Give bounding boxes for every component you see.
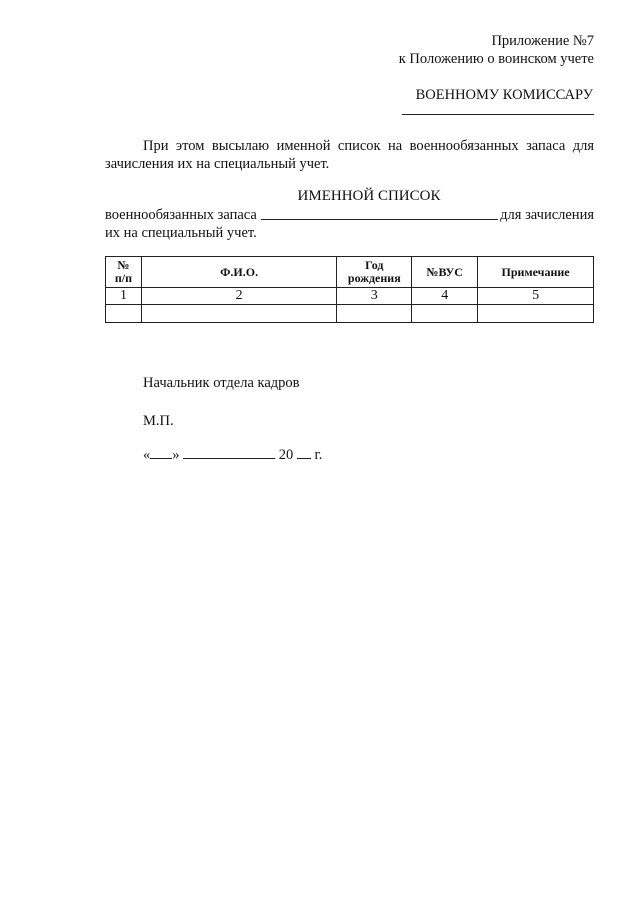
header-num-line2: п/п <box>114 271 133 285</box>
empty-cell <box>106 305 142 323</box>
roster-table <box>105 256 594 323</box>
date-line <box>143 446 322 464</box>
stamp-placeholder: М.П. <box>143 413 174 429</box>
header-fio: Ф.И.О. <box>141 257 336 288</box>
addressee-blank-line <box>402 114 594 115</box>
index-cell: 2 <box>141 288 336 305</box>
header-year-line2: рождения <box>347 271 401 285</box>
appendix-title: Приложение №7 <box>491 33 594 49</box>
unit-blank-line <box>261 206 498 220</box>
addressee: ВОЕННОМУ КОМИССАРУ <box>415 87 593 103</box>
index-cell: 5 <box>478 288 594 305</box>
empty-cell <box>141 305 336 323</box>
index-cell: 4 <box>412 288 478 305</box>
appendix-subtitle: к Положению о воинском учете <box>398 51 594 67</box>
header-year-line1: Год <box>365 258 384 272</box>
year-prefix: 20 <box>278 447 294 463</box>
table-row <box>106 305 594 323</box>
table-index-row <box>106 288 594 305</box>
year-suffix: г. <box>314 447 323 463</box>
year-blank <box>297 446 311 459</box>
intro-paragraph: При этом высылаю именной список на военнообязанных запаса для зачисления их на специальный учет. <box>105 138 594 172</box>
header-num-line1: № <box>117 258 130 272</box>
date-open-quote: « <box>143 447 151 463</box>
empty-cell <box>478 305 594 323</box>
day-blank <box>150 446 172 459</box>
list-subtitle-line2: их на специальный учет. <box>105 225 257 241</box>
table-header-row <box>106 257 594 288</box>
list-subtitle <box>105 206 594 242</box>
month-blank <box>183 446 275 459</box>
header-note: Примечание <box>478 257 594 288</box>
list-subtitle-suffix: для зачисления <box>500 207 594 223</box>
list-subtitle-prefix: военнообязанных запаса <box>105 207 257 223</box>
header-birth-year <box>337 257 412 288</box>
header-num <box>106 257 142 288</box>
index-cell: 3 <box>337 288 412 305</box>
date-close-quote: » <box>172 447 180 463</box>
empty-cell <box>337 305 412 323</box>
list-title: ИМЕННОЙ СПИСОК <box>297 188 441 204</box>
index-cell: 1 <box>106 288 142 305</box>
signer-title: Начальник отдела кадров <box>143 375 300 391</box>
header-vus: №ВУС <box>412 257 478 288</box>
empty-cell <box>412 305 478 323</box>
